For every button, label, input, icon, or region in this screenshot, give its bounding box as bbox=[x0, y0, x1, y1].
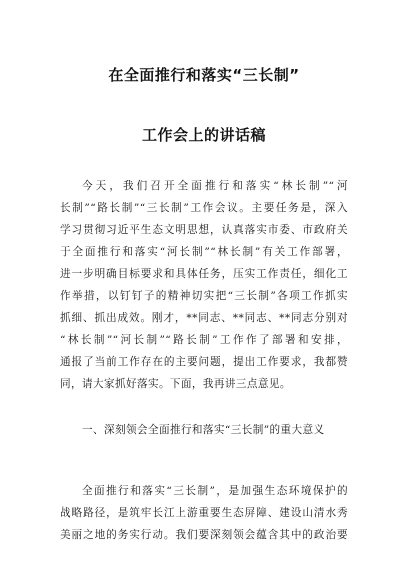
paragraph-opening bbox=[60, 175, 348, 395]
paragraph-line: 进一步明确目标要求和具体任务，压实工作责任，细化工 bbox=[60, 268, 348, 280]
paragraph-line: 作举措，以钉钉子的精神切实把“三长制”各项工作抓实 bbox=[60, 290, 348, 302]
paragraph-line: “林长制”“河长制”“路长制”工作作了部署和安排， bbox=[60, 334, 348, 346]
document-title-line-1: 在全面推行和落实“三长制” bbox=[108, 66, 300, 84]
paragraph-line: 全面推行和落实“三长制”，是加强生态环境保护的 bbox=[82, 485, 348, 497]
paragraph-line: 战略路径，是筑牢长江上游重要生态屏障、建设山清水秀 bbox=[60, 507, 348, 519]
paragraph-line: 长制”“路长制”“三长制”工作会议。主要任务是，深入 bbox=[60, 202, 348, 214]
paragraph-line: 今天，我们召开全面推行和落实“林长制”“河 bbox=[82, 180, 348, 192]
paragraph-line: 学习贯彻习近平生态文明思想，认真落实市委、市政府关 bbox=[60, 224, 348, 236]
paragraph-line: 同，请大家抓好落实。下面，我再讲三点意见。 bbox=[60, 378, 291, 390]
paragraph-line: 美丽之地的务实行动。我们要深刻领会蕴含其中的政治要 bbox=[60, 529, 348, 541]
paragraph-line: 通报了当前工作存在的主要问题，提出工作要求，我都赞 bbox=[60, 356, 348, 368]
paragraph-line: 于全面推行和落实“河长制”“林长制”有关工作部署， bbox=[60, 246, 348, 258]
document-title-line-2: 工作会上的讲话稿 bbox=[141, 126, 266, 144]
paragraph-section-1 bbox=[60, 480, 348, 546]
section-heading-1: 一、深刻领会全面推行和落实“三长制”的重大意义 bbox=[82, 424, 325, 436]
paragraph-line: 抓细、抓出成效。刚才，**同志、**同志、**同志分别对 bbox=[60, 312, 348, 324]
